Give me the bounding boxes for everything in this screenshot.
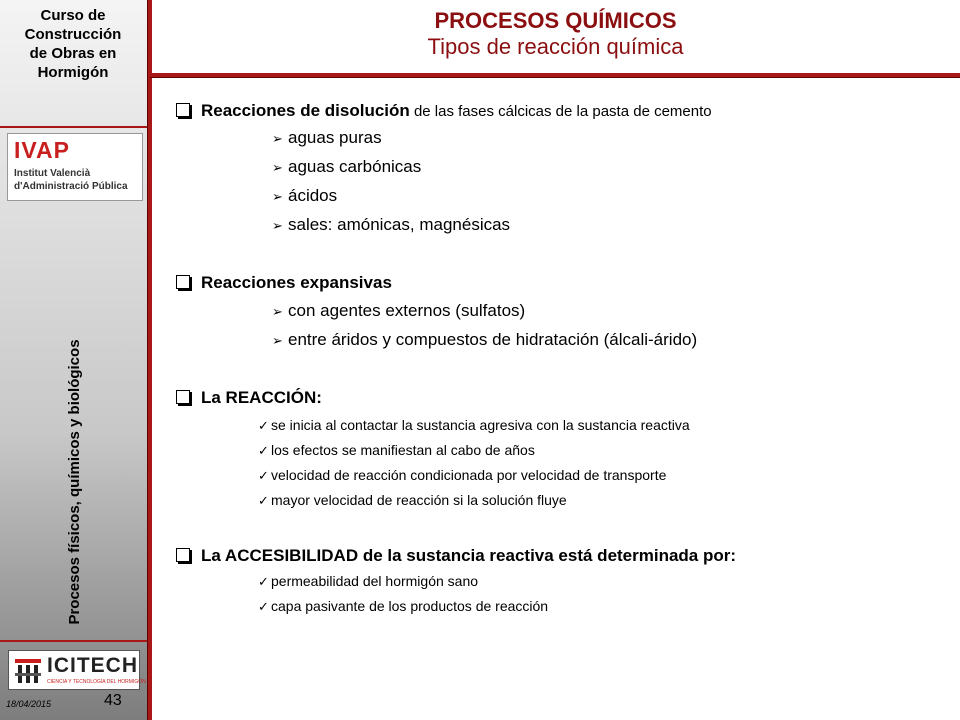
course-title-line: Curso de (40, 7, 106, 24)
checkbox-bullet-icon (176, 103, 190, 117)
sidebar-border (147, 0, 152, 720)
sidebar-divider (0, 126, 147, 128)
arrow-bullet-icon: ➢ (272, 189, 283, 204)
check-bullet-icon: ✓ (258, 468, 269, 483)
icitech-mark-icon (13, 655, 43, 685)
icitech-logo (8, 650, 146, 690)
list-item-text: sales: amónicas, magnésicas (288, 215, 511, 234)
checkbox-bullet-icon (176, 390, 190, 404)
list-item (272, 128, 382, 148)
list-item (272, 215, 510, 235)
arrow-bullet-icon: ➢ (272, 304, 283, 319)
section-heading-bold: La REACCIÓN: (201, 388, 322, 407)
list-item (258, 492, 567, 509)
icitech-logo-text: ICITECH (47, 654, 138, 677)
ivap-logo-line1: Institut Valencià (14, 168, 91, 179)
page-title: PROCESOS QUÍMICOS (434, 8, 677, 33)
list-item-text: mayor velocidad de reacción si la solución fluye (271, 492, 567, 508)
list-item-text: se inicia al contactar la sustancia agresiva con la sustancia reactiva (271, 417, 690, 433)
course-title-line: Hormigón (37, 64, 109, 81)
arrow-bullet-icon: ➢ (272, 160, 283, 175)
course-title (0, 6, 146, 82)
section-vertical-label: Procesos físicos, químicos y biológicos (66, 339, 83, 625)
check-bullet-icon: ✓ (258, 418, 269, 433)
section-heading (176, 546, 736, 566)
list-item (272, 330, 697, 350)
list-item-text: aguas puras (288, 128, 382, 147)
list-item (272, 186, 337, 206)
header-rule (150, 73, 960, 78)
list-item (272, 301, 525, 321)
list-item (258, 573, 478, 590)
arrow-bullet-icon: ➢ (272, 131, 283, 146)
check-bullet-icon: ✓ (258, 574, 269, 589)
ivap-logo-text: IVAP (14, 137, 70, 163)
check-bullet-icon: ✓ (258, 493, 269, 508)
list-item-text: ácidos (288, 186, 338, 205)
section-heading (176, 388, 322, 408)
course-title-line: de Obras en (29, 45, 117, 62)
section-heading-bold: La ACCESIBILIDAD de la sustancia reactiva está determinada por: (201, 546, 737, 565)
list-item (258, 417, 690, 434)
ivap-logo (7, 133, 143, 201)
check-bullet-icon: ✓ (258, 443, 269, 458)
list-item (258, 598, 548, 615)
list-item (258, 442, 535, 459)
list-item-text: aguas carbónicas (288, 157, 422, 176)
section-heading-bold: Reacciones de disolución (201, 101, 410, 120)
section-heading-rest: de las fases cálcicas de la pasta de cemento (409, 103, 712, 120)
list-item (258, 467, 666, 484)
arrow-bullet-icon: ➢ (272, 218, 283, 233)
list-item-text: entre áridos y compuestos de hidratación (álcali-árido) (288, 330, 698, 349)
list-item-text: capa pasivante de los productos de reacción (271, 598, 549, 614)
list-item (272, 157, 421, 177)
slide-date: 18/04/2015 (6, 699, 52, 709)
list-item-text: velocidad de reacción condicionada por velocidad de transporte (271, 467, 667, 483)
arrow-bullet-icon: ➢ (272, 333, 283, 348)
check-bullet-icon: ✓ (258, 599, 269, 614)
section-heading-bold: Reacciones expansivas (201, 273, 392, 292)
list-item-text: los efectos se manifiestan al cabo de años (271, 442, 535, 458)
course-title-line: Construcción (24, 26, 122, 43)
checkbox-bullet-icon (176, 548, 190, 562)
section-heading (176, 101, 712, 121)
sidebar-divider-bottom (0, 640, 147, 642)
page-subtitle: Tipos de reacción química (427, 34, 684, 59)
ivap-logo-line2: d'Administració Pública (14, 181, 128, 192)
list-item-text: permeabilidad del hormigón sano (271, 573, 479, 589)
list-item-text: con agentes externos (sulfatos) (288, 301, 526, 320)
page-number: 43 (104, 692, 122, 709)
section-heading (176, 273, 392, 293)
icitech-logo-subtext: CIENCIA Y TECNOLOGÍA DEL HORMIGÓN (47, 679, 146, 685)
checkbox-bullet-icon (176, 275, 190, 289)
